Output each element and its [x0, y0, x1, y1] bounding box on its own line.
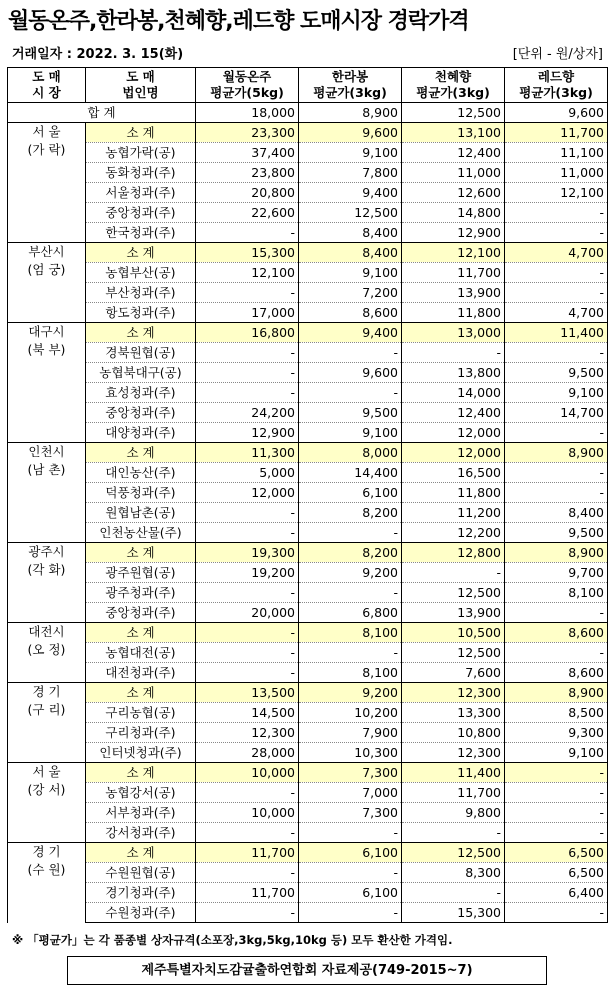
subtotal-label: 소 계 — [86, 623, 196, 643]
price-cell: 9,400 — [299, 323, 402, 343]
trade-date: 거래일자 : 2022. 3. 15(화) — [12, 47, 184, 62]
price-cell: - — [505, 603, 608, 623]
corp-name: 덕풍청과(주) — [86, 483, 196, 503]
subtotal-row — [8, 843, 608, 863]
corp-name: 대전청과(주) — [86, 663, 196, 683]
price-cell: 7,000 — [299, 783, 402, 803]
price-cell: - — [505, 263, 608, 283]
price-cell: 9,100 — [299, 423, 402, 443]
table-row — [8, 463, 608, 483]
price-cell: 9,200 — [299, 683, 402, 703]
page-title: 월동온주,한라봉,천혜향,레드향 도매시장 경락가격 — [8, 9, 469, 34]
corp-name: 부산청과(주) — [86, 283, 196, 303]
price-cell: 7,300 — [299, 803, 402, 823]
subtotal-row — [8, 543, 608, 563]
price-cell: 9,500 — [505, 363, 608, 383]
price-cell: - — [505, 823, 608, 843]
price-cell: - — [196, 863, 299, 883]
corp-name: 동화청과(주) — [86, 163, 196, 183]
header-corp: 도 매 법인명 — [86, 68, 196, 103]
table-row — [8, 303, 608, 323]
price-cell: - — [299, 583, 402, 603]
price-cell: - — [299, 903, 402, 923]
price-cell: 13,900 — [402, 283, 505, 303]
subtotal-row — [8, 443, 608, 463]
table-row — [8, 903, 608, 923]
price-cell: - — [402, 343, 505, 363]
price-cell: 10,300 — [299, 743, 402, 763]
price-cell: - — [505, 783, 608, 803]
table-row — [8, 783, 608, 803]
price-cell: - — [505, 423, 608, 443]
price-cell: 16,500 — [402, 463, 505, 483]
price-cell: 8,400 — [299, 243, 402, 263]
price-cell: 7,900 — [299, 723, 402, 743]
price-cell: - — [505, 223, 608, 243]
price-cell: 10,000 — [196, 803, 299, 823]
price-cell: 13,800 — [402, 363, 505, 383]
price-cell: 8,900 — [505, 443, 608, 463]
subtotal-label: 소 계 — [86, 543, 196, 563]
price-cell: 20,000 — [196, 603, 299, 623]
price-cell: 12,100 — [196, 263, 299, 283]
corp-name: 인천농산물(주) — [86, 523, 196, 543]
price-cell: 4,700 — [505, 243, 608, 263]
table-row — [8, 723, 608, 743]
table-row — [8, 803, 608, 823]
price-cell: 15,300 — [402, 903, 505, 923]
price-cell: - — [196, 903, 299, 923]
price-cell: 12,300 — [402, 743, 505, 763]
price-cell: 14,700 — [505, 403, 608, 423]
price-cell: 8,500 — [505, 703, 608, 723]
unit-label: [단위 - 원/상자] — [512, 47, 603, 62]
price-cell: 9,500 — [299, 403, 402, 423]
price-cell: 6,500 — [505, 843, 608, 863]
price-cell: 8,000 — [299, 443, 402, 463]
price-table — [7, 67, 608, 923]
price-cell: - — [505, 203, 608, 223]
price-cell: 13,100 — [402, 123, 505, 143]
price-cell: - — [505, 463, 608, 483]
market-region: 광주시 (각 화) — [8, 543, 86, 623]
corp-name: 중앙청과(주) — [86, 203, 196, 223]
corp-name: 구리농협(공) — [86, 703, 196, 723]
price-cell: 11,700 — [402, 263, 505, 283]
corp-name: 서울청과(주) — [86, 183, 196, 203]
corp-name: 인터넷청과(주) — [86, 743, 196, 763]
price-cell: 19,300 — [196, 543, 299, 563]
price-cell: 12,200 — [402, 523, 505, 543]
corp-name: 중앙청과(주) — [86, 403, 196, 423]
market-region: 부산시 (엄 궁) — [8, 243, 86, 323]
price-cell: - — [299, 523, 402, 543]
price-cell: 11,700 — [196, 883, 299, 903]
market-region: 경 기 (구 리) — [8, 683, 86, 763]
price-cell: 14,400 — [299, 463, 402, 483]
price-cell: 14,000 — [402, 383, 505, 403]
total-row — [8, 103, 608, 123]
price-cell: 10,500 — [402, 623, 505, 643]
price-cell: 9,700 — [505, 563, 608, 583]
price-cell: - — [196, 223, 299, 243]
price-cell: 11,300 — [196, 443, 299, 463]
subtotal-row — [8, 763, 608, 783]
header-col-hallabong: 한라봉 평균가(3kg) — [299, 68, 402, 103]
table-row — [8, 643, 608, 663]
price-cell: 6,100 — [299, 843, 402, 863]
price-cell: - — [196, 283, 299, 303]
price-cell: 9,500 — [505, 523, 608, 543]
price-cell: 8,600 — [505, 663, 608, 683]
corp-name: 광주청과(주) — [86, 583, 196, 603]
price-cell: 28,000 — [196, 743, 299, 763]
price-cell: 12,300 — [402, 683, 505, 703]
header-col-redhyang: 레드향 평균가(3kg) — [505, 68, 608, 103]
table-row — [8, 383, 608, 403]
table-row — [8, 183, 608, 203]
table-row — [8, 583, 608, 603]
price-cell: 11,700 — [196, 843, 299, 863]
corp-name: 강서청과(주) — [86, 823, 196, 843]
price-cell: - — [505, 763, 608, 783]
price-cell: 12,900 — [196, 423, 299, 443]
price-cell: 8,300 — [402, 863, 505, 883]
price-cell: - — [196, 643, 299, 663]
price-cell: - — [196, 783, 299, 803]
table-row — [8, 863, 608, 883]
price-cell: 14,500 — [196, 703, 299, 723]
price-cell: - — [402, 883, 505, 903]
price-cell: 16,800 — [196, 323, 299, 343]
corp-name: 농협강서(공) — [86, 783, 196, 803]
market-region: 경 기 (수 원) — [8, 843, 86, 923]
price-cell: 14,800 — [402, 203, 505, 223]
table-row — [8, 703, 608, 723]
market-region: 서 울 (가 락) — [8, 123, 86, 243]
header-col-mandarin: 월동온주 평균가(5kg) — [196, 68, 299, 103]
price-cell: 10,800 — [402, 723, 505, 743]
market-region: 서 울 (강 서) — [8, 763, 86, 843]
price-cell: 6,100 — [299, 483, 402, 503]
price-cell: 8,100 — [299, 623, 402, 643]
table-row — [8, 203, 608, 223]
price-cell: 9,200 — [299, 563, 402, 583]
price-cell: 15,300 — [196, 243, 299, 263]
subtotal-row — [8, 123, 608, 143]
price-cell: 8,100 — [505, 583, 608, 603]
footnote: ※ 「평균가」는 각 품종별 상자규격(소포장,3kg,5kg,10kg 등) 모두 환산한 가격임. — [12, 933, 453, 947]
price-cell: 12,500 — [402, 643, 505, 663]
price-cell: - — [196, 623, 299, 643]
table-row — [8, 143, 608, 163]
price-cell: 9,800 — [402, 803, 505, 823]
price-cell: 13,000 — [402, 323, 505, 343]
total-label: 합 계 — [8, 103, 196, 123]
price-cell: 10,000 — [196, 763, 299, 783]
price-cell: - — [505, 903, 608, 923]
total-value: 9,600 — [505, 103, 608, 123]
corp-name: 중앙청과(주) — [86, 603, 196, 623]
price-cell: 11,000 — [505, 163, 608, 183]
price-cell: 9,400 — [299, 183, 402, 203]
price-cell: 6,100 — [299, 883, 402, 903]
price-cell: - — [505, 803, 608, 823]
price-cell: 9,100 — [505, 383, 608, 403]
header-row — [8, 68, 608, 103]
price-cell: 23,300 — [196, 123, 299, 143]
subtotal-label: 소 계 — [86, 123, 196, 143]
price-cell: 24,200 — [196, 403, 299, 423]
price-cell: 11,100 — [505, 143, 608, 163]
corp-name: 한국청과(주) — [86, 223, 196, 243]
price-cell: - — [299, 863, 402, 883]
price-cell: - — [505, 643, 608, 663]
table-row — [8, 663, 608, 683]
price-cell: 13,300 — [402, 703, 505, 723]
price-cell: 37,400 — [196, 143, 299, 163]
subtotal-row — [8, 623, 608, 643]
table-row — [8, 263, 608, 283]
price-cell: 8,200 — [299, 503, 402, 523]
corp-name: 광주원협(공) — [86, 563, 196, 583]
price-cell: 12,500 — [299, 203, 402, 223]
source-box: 제주특별자치도감귤출하연합회 자료제공(749-2015~7) — [67, 956, 547, 985]
corp-name: 효성청과(주) — [86, 383, 196, 403]
subtotal-row — [8, 323, 608, 343]
price-cell: 11,400 — [505, 323, 608, 343]
price-cell: 9,600 — [299, 363, 402, 383]
price-cell: - — [196, 523, 299, 543]
table-row — [8, 343, 608, 363]
corp-name: 수원청과(주) — [86, 903, 196, 923]
price-cell: 12,300 — [196, 723, 299, 743]
price-cell: 12,000 — [402, 423, 505, 443]
price-cell: 22,600 — [196, 203, 299, 223]
subtotal-label: 소 계 — [86, 843, 196, 863]
table-row — [8, 423, 608, 443]
corp-name: 서부청과(주) — [86, 803, 196, 823]
corp-name: 경북원협(공) — [86, 343, 196, 363]
price-cell: 8,900 — [505, 543, 608, 563]
price-cell: 8,400 — [299, 223, 402, 243]
subtotal-row — [8, 683, 608, 703]
price-cell: 11,700 — [402, 783, 505, 803]
table-row — [8, 403, 608, 423]
price-cell: 8,400 — [505, 503, 608, 523]
subtotal-label: 소 계 — [86, 443, 196, 463]
price-cell: - — [299, 643, 402, 663]
table-row — [8, 163, 608, 183]
price-cell: - — [299, 823, 402, 843]
total-value: 18,000 — [196, 103, 299, 123]
price-cell: - — [196, 503, 299, 523]
table-row — [8, 603, 608, 623]
price-cell: 8,900 — [505, 683, 608, 703]
table-row — [8, 523, 608, 543]
price-cell: 8,200 — [299, 543, 402, 563]
price-cell: 7,300 — [299, 763, 402, 783]
table-row — [8, 223, 608, 243]
price-cell: 13,900 — [402, 603, 505, 623]
price-cell: 8,600 — [299, 303, 402, 323]
price-cell: 6,400 — [505, 883, 608, 903]
price-cell: 11,400 — [402, 763, 505, 783]
price-cell: - — [505, 343, 608, 363]
price-cell: 12,100 — [505, 183, 608, 203]
price-cell: - — [196, 343, 299, 363]
table-row — [8, 503, 608, 523]
corp-name: 수원원협(공) — [86, 863, 196, 883]
price-cell: - — [402, 823, 505, 843]
price-cell: 12,000 — [402, 443, 505, 463]
price-cell: 12,100 — [402, 243, 505, 263]
header-col-cheonhyehyang: 천혜향 평균가(3kg) — [402, 68, 505, 103]
corp-name: 대양청과(주) — [86, 423, 196, 443]
subtotal-row — [8, 243, 608, 263]
table-row — [8, 743, 608, 763]
price-cell: 9,100 — [505, 743, 608, 763]
price-cell: - — [196, 383, 299, 403]
subtotal-label: 소 계 — [86, 683, 196, 703]
table-row — [8, 363, 608, 383]
corp-name: 경기청과(주) — [86, 883, 196, 903]
price-cell: - — [196, 663, 299, 683]
market-region: 대구시 (북 부) — [8, 323, 86, 443]
total-value: 12,500 — [402, 103, 505, 123]
price-cell: - — [505, 283, 608, 303]
price-cell: 13,500 — [196, 683, 299, 703]
corp-name: 농협대전(공) — [86, 643, 196, 663]
price-cell: 5,000 — [196, 463, 299, 483]
corp-name: 농협부산(공) — [86, 263, 196, 283]
price-cell: 11,800 — [402, 483, 505, 503]
table-row — [8, 283, 608, 303]
price-cell: 12,400 — [402, 143, 505, 163]
price-cell: 12,800 — [402, 543, 505, 563]
table-row — [8, 563, 608, 583]
subtotal-label: 소 계 — [86, 323, 196, 343]
table-row — [8, 883, 608, 903]
price-cell: - — [402, 563, 505, 583]
price-cell: 7,600 — [402, 663, 505, 683]
corp-name: 원협남촌(공) — [86, 503, 196, 523]
price-cell: - — [299, 343, 402, 363]
price-cell: - — [299, 383, 402, 403]
corp-name: 항도청과(주) — [86, 303, 196, 323]
price-cell: 23,800 — [196, 163, 299, 183]
corp-name: 대인농산(주) — [86, 463, 196, 483]
corp-name: 구리청과(주) — [86, 723, 196, 743]
price-cell: 12,600 — [402, 183, 505, 203]
price-cell: 11,200 — [402, 503, 505, 523]
corp-name: 농협가락(공) — [86, 143, 196, 163]
price-cell: 11,000 — [402, 163, 505, 183]
price-cell: 9,100 — [299, 263, 402, 283]
table-row — [8, 483, 608, 503]
price-cell: 8,600 — [505, 623, 608, 643]
market-region: 인천시 (남 촌) — [8, 443, 86, 543]
table-row — [8, 823, 608, 843]
price-cell: 12,000 — [196, 483, 299, 503]
price-cell: 6,800 — [299, 603, 402, 623]
price-cell: 17,000 — [196, 303, 299, 323]
price-cell: - — [196, 583, 299, 603]
price-cell: 10,200 — [299, 703, 402, 723]
price-cell: 12,500 — [402, 843, 505, 863]
price-cell: 12,500 — [402, 583, 505, 603]
price-cell: 12,400 — [402, 403, 505, 423]
price-cell: - — [196, 363, 299, 383]
price-cell: - — [196, 823, 299, 843]
price-cell: 11,800 — [402, 303, 505, 323]
price-cell: 9,600 — [299, 123, 402, 143]
price-cell: 19,200 — [196, 563, 299, 583]
total-value: 8,900 — [299, 103, 402, 123]
price-cell: 12,900 — [402, 223, 505, 243]
price-cell: 9,100 — [299, 143, 402, 163]
price-cell: - — [505, 483, 608, 503]
price-cell: 4,700 — [505, 303, 608, 323]
price-cell: 11,700 — [505, 123, 608, 143]
subtotal-label: 소 계 — [86, 243, 196, 263]
corp-name: 농협북대구(공) — [86, 363, 196, 383]
price-cell: 8,100 — [299, 663, 402, 683]
header-market: 도 매 시 장 — [8, 68, 86, 103]
price-cell: 6,500 — [505, 863, 608, 883]
price-cell: 9,300 — [505, 723, 608, 743]
subtotal-label: 소 계 — [86, 763, 196, 783]
price-cell: 20,800 — [196, 183, 299, 203]
price-cell: 7,200 — [299, 283, 402, 303]
price-cell: 7,800 — [299, 163, 402, 183]
market-region: 대전시 (오 정) — [8, 623, 86, 683]
